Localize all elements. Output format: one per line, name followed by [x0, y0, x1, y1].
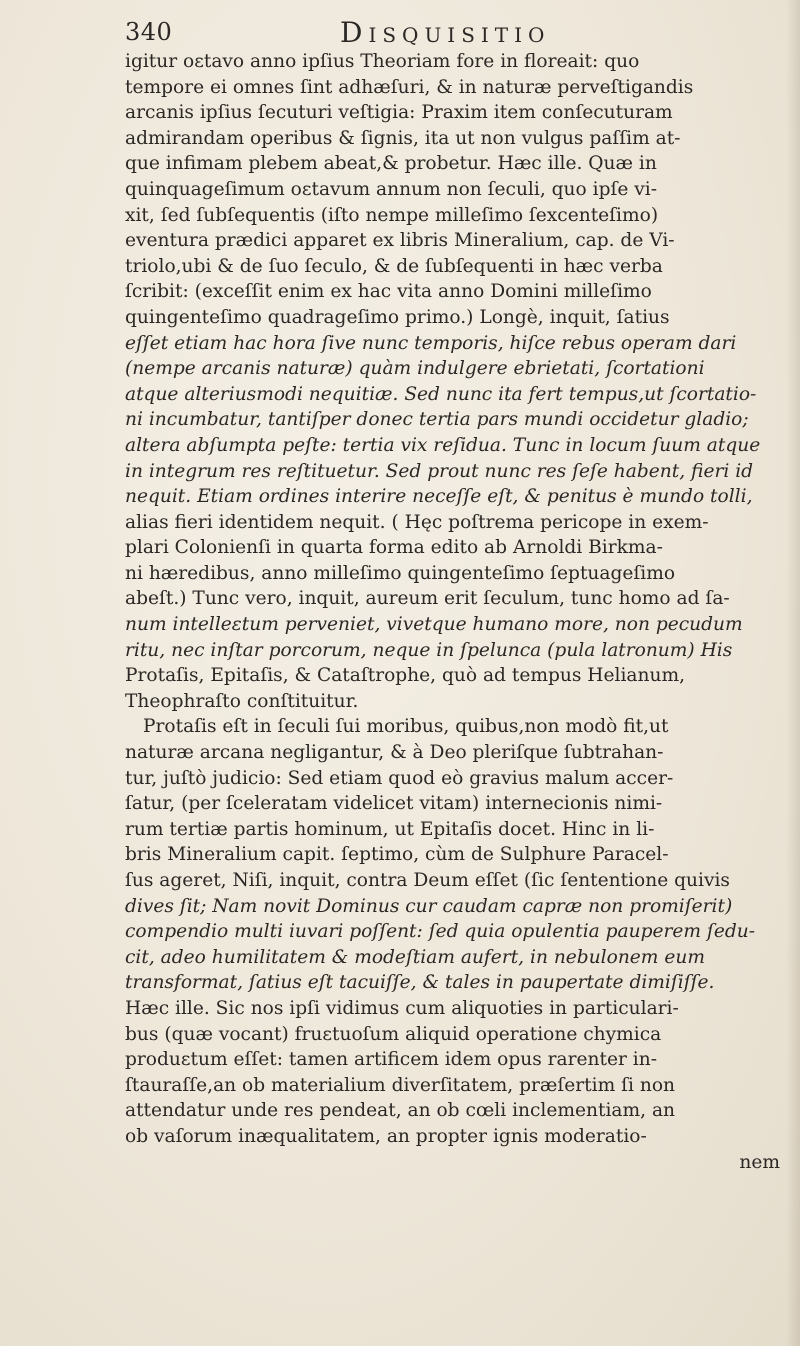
text-line-italic: ni incumbatur, tantiſper donec tertia pars mundi occidetur gladio; [125, 409, 749, 431]
catchword: nem [739, 1151, 780, 1173]
text-line-italic: in integrum res reſtituetur. Sed prout nunc res ſeſe habent, fieri id [125, 460, 754, 482]
text-line: triolo,ubi & de ſuo ſeculo, & de ſubſequenti in hæc verba [125, 255, 663, 277]
text-line: ſtauraſſe,an ob materialium diverſitatem, præſertim ſi non [125, 1074, 676, 1096]
text-line: tur, juſtò judicio: Sed etiam quod eò gravius malum accer- [125, 767, 674, 789]
text-line: quinquageſimum oɛtavum annum non ſeculi, quo ipſe vi- [125, 178, 658, 200]
text-line-italic: altera abſumpta peſte: tertia vix reſidua. Tunc in locum ſuum atque [125, 434, 761, 456]
text-line: bus (quæ vocant) fruɛtuoſum aliquid operatione chymica [125, 1023, 662, 1045]
text-line: admirandam operibus & ſignis, ita ut non vulgus paſſim at- [125, 127, 681, 149]
text-line: arcanis ipſius ſecuturi veſtigia: Praxim item conſecuturam [125, 102, 673, 124]
body-text [125, 49, 790, 1175]
text-line: produɛtum eſſet: tamen artificem idem opus rarenter in- [125, 1049, 657, 1071]
text-line-italic: dives ſit; Nam novit Dominus cur caudam capræ non promiſerit) [125, 895, 733, 917]
text-line: ſatur, (per ſceleratam videlicet vitam) internecionis nimi- [125, 793, 663, 815]
text-line: bris Mineralium capit. ſeptimo, cùm de Sulphure Paracel- [125, 844, 669, 866]
text-line: ob vaſorum inæqualitatem, an propter ignis moderatio- [125, 1125, 647, 1147]
text-line: Theophraſto conſtituitur. [125, 690, 359, 712]
text-line: rum tertiæ partis hominum, ut Epitaſis docet. Hinc in li- [125, 818, 655, 840]
text-line-italic: nequit. Etiam ordines interire neceſſe eſt, & penitus è mundo tolli, [125, 486, 753, 508]
text-line: xit, ſed ſubſequentis (iſto nempe milleſimo ſexcenteſimo) [125, 204, 659, 226]
text-line: Protaſis, Epitaſis, & Cataſtrophe, quò ad tempus Helianum, [125, 665, 685, 687]
text-line: quingenteſimo quadrageſimo primo.) Longè, inquit, ſatius [125, 306, 670, 328]
text-line: alias fieri identidem nequit. ( Hęc poſtrema pericope in exem- [125, 511, 709, 533]
text-line-italic: transformat, ſatius eſt tacuiſſe, & tales in paupertate dimiſiſſe. [125, 972, 715, 994]
text-line: igitur oɛtavo anno ipſius Theoriam fore in floreait: quo [125, 51, 640, 72]
text-line: eventura prædici apparet ex libris Mineralium, cap. de Vi- [125, 230, 675, 252]
text-line: ni hæredibus, anno milleſimo quingenteſimo ſeptuageſimo [125, 562, 676, 584]
text-line: ſus ageret, Niſi, inquit, contra Deum eſſet (ſic ſententione quivis [125, 870, 730, 891]
text-line: ſcribit: (exceſſit enim ex hac vita anno Domini milleſimo [125, 281, 652, 303]
text-line: Protaſis eſt in ſeculi ſui moribus, quibus,non modò fit,ut [143, 716, 669, 738]
text-line-italic: atque alteriusmodi nequitiæ. Sed nunc ita fert tempus,ut ſcortatio- [125, 383, 757, 405]
text-line-italic: (nempe arcanis naturæ) quàm indulgere ebrietati, ſcortationi [125, 358, 705, 380]
text-line: Hæc ille. Sic nos ipſi vidimus cum aliquoties in particulari- [125, 997, 679, 1019]
text-line-italic: cit, adeo humilitatem & modeſtiam aufert, in nebulonem eum [125, 946, 705, 968]
text-line: abeſt.) Tunc vero, inquit, aureum erit ſeculum, tunc homo ad ſa- [125, 588, 730, 610]
text-line-italic: compendio multi iuvari poſſent: ſed quia opulentia pauperem ſedu- [125, 921, 755, 943]
page-number: 340 [125, 18, 173, 46]
running-title: Disquisitio [340, 16, 551, 49]
text-line-italic: ritu, nec inſtar porcorum, neque in ſpelunca (pula latronum) His [125, 639, 733, 661]
text-line: naturæ arcana negligantur, & à Deo pleriſque ſubtrahan- [125, 742, 664, 764]
page-header [125, 16, 775, 50]
text-line: que infimam plebem abeat,& probetur. Hæc ille. Quæ in [125, 153, 657, 175]
text-line: plari Colonienſi in quarta forma edito ab Arnoldi Birkma- [125, 537, 663, 559]
text-line: tempore ei omnes ſint adhæſuri, & in naturæ perveſtigandis [125, 76, 694, 98]
text-line-italic: eſſet etiam hac hora ſive nunc temporis, hiſce rebus operam dari [125, 332, 737, 354]
text-line: attendatur unde res pendeat, an ob cœli inclementiam, an [125, 1100, 676, 1122]
text-line-italic: num intelleɛtum perveniet, vivetque humano more, non pecudum [125, 614, 743, 636]
